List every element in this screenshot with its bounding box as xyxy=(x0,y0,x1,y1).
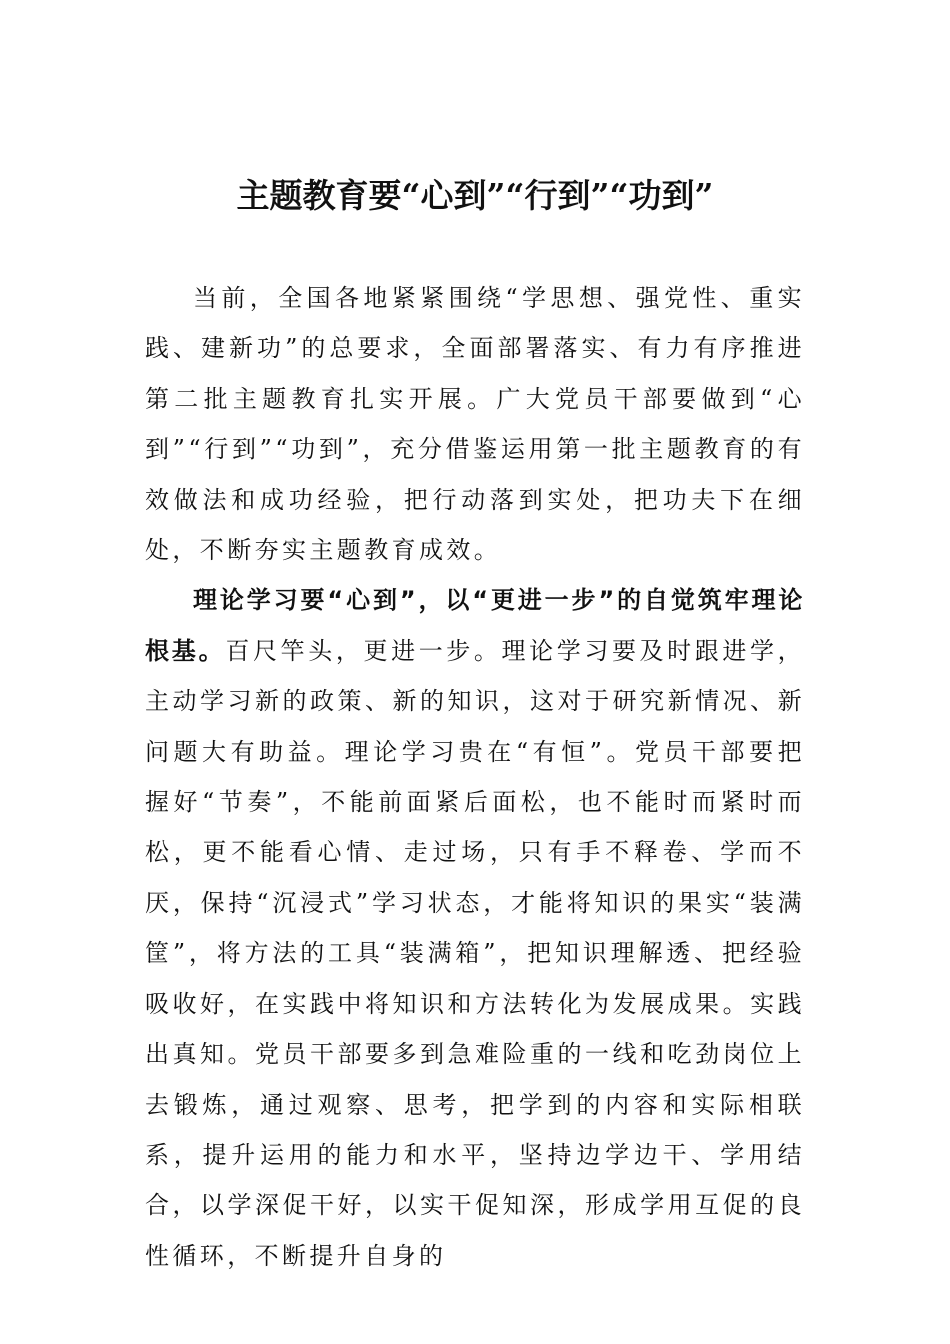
paragraph-theory-study xyxy=(145,575,805,1281)
paragraph-theory-study-text: 百尺竿头，更进一步。理论学习要及时跟进学，主动学习新的政策、新的知识，这对于研究新情况、新问题大有助益。理论学习贵在“有恒”。党员干部要把握好“节奏”，不能前面紧后面松，也不能时而紧时而松，更不能看心情、走过场，只有手不释卷、学而不厌，保持“沉浸式”学习状态，才能将知识的果实“装满筐”，将方法的工具“装满箱”，把知识理解透、把经验吸收好，在实践中将知识和方法转化为发展成果。实践出真知。党员干部要多到急难险重的一线和吃劲岗位上去锻炼，通过观察、思考，把学到的内容和实际相联系，提升运用的能力和水平，坚持边学边干、学用结合，以学深促干好，以实干促知深，形成学用互促的良性循环，不断提升自身的 xyxy=(145,636,805,1270)
paragraph-intro xyxy=(145,273,805,575)
document-body xyxy=(145,273,805,1281)
document-title: 主题教育要“心到”“行到”“功到” xyxy=(236,176,714,215)
paragraph-lead-heading: 理论学习要“心到”，以“更进一步”的自觉筑牢理论根基。 xyxy=(145,586,805,665)
paragraph-intro-text: 当前，全国各地紧紧围绕“学思想、强党性、重实践、建新功”的总要求，全面部署落实、有力有序推进第二批主题教育扎实开展。广大党员干部要做到“心到”“行到”“功到”，充分借鉴运用第一批主题教育的有效做法和成功经验，把行动落到实处，把功夫下在细处，不断夯实主题教育成效。 xyxy=(145,284,805,565)
